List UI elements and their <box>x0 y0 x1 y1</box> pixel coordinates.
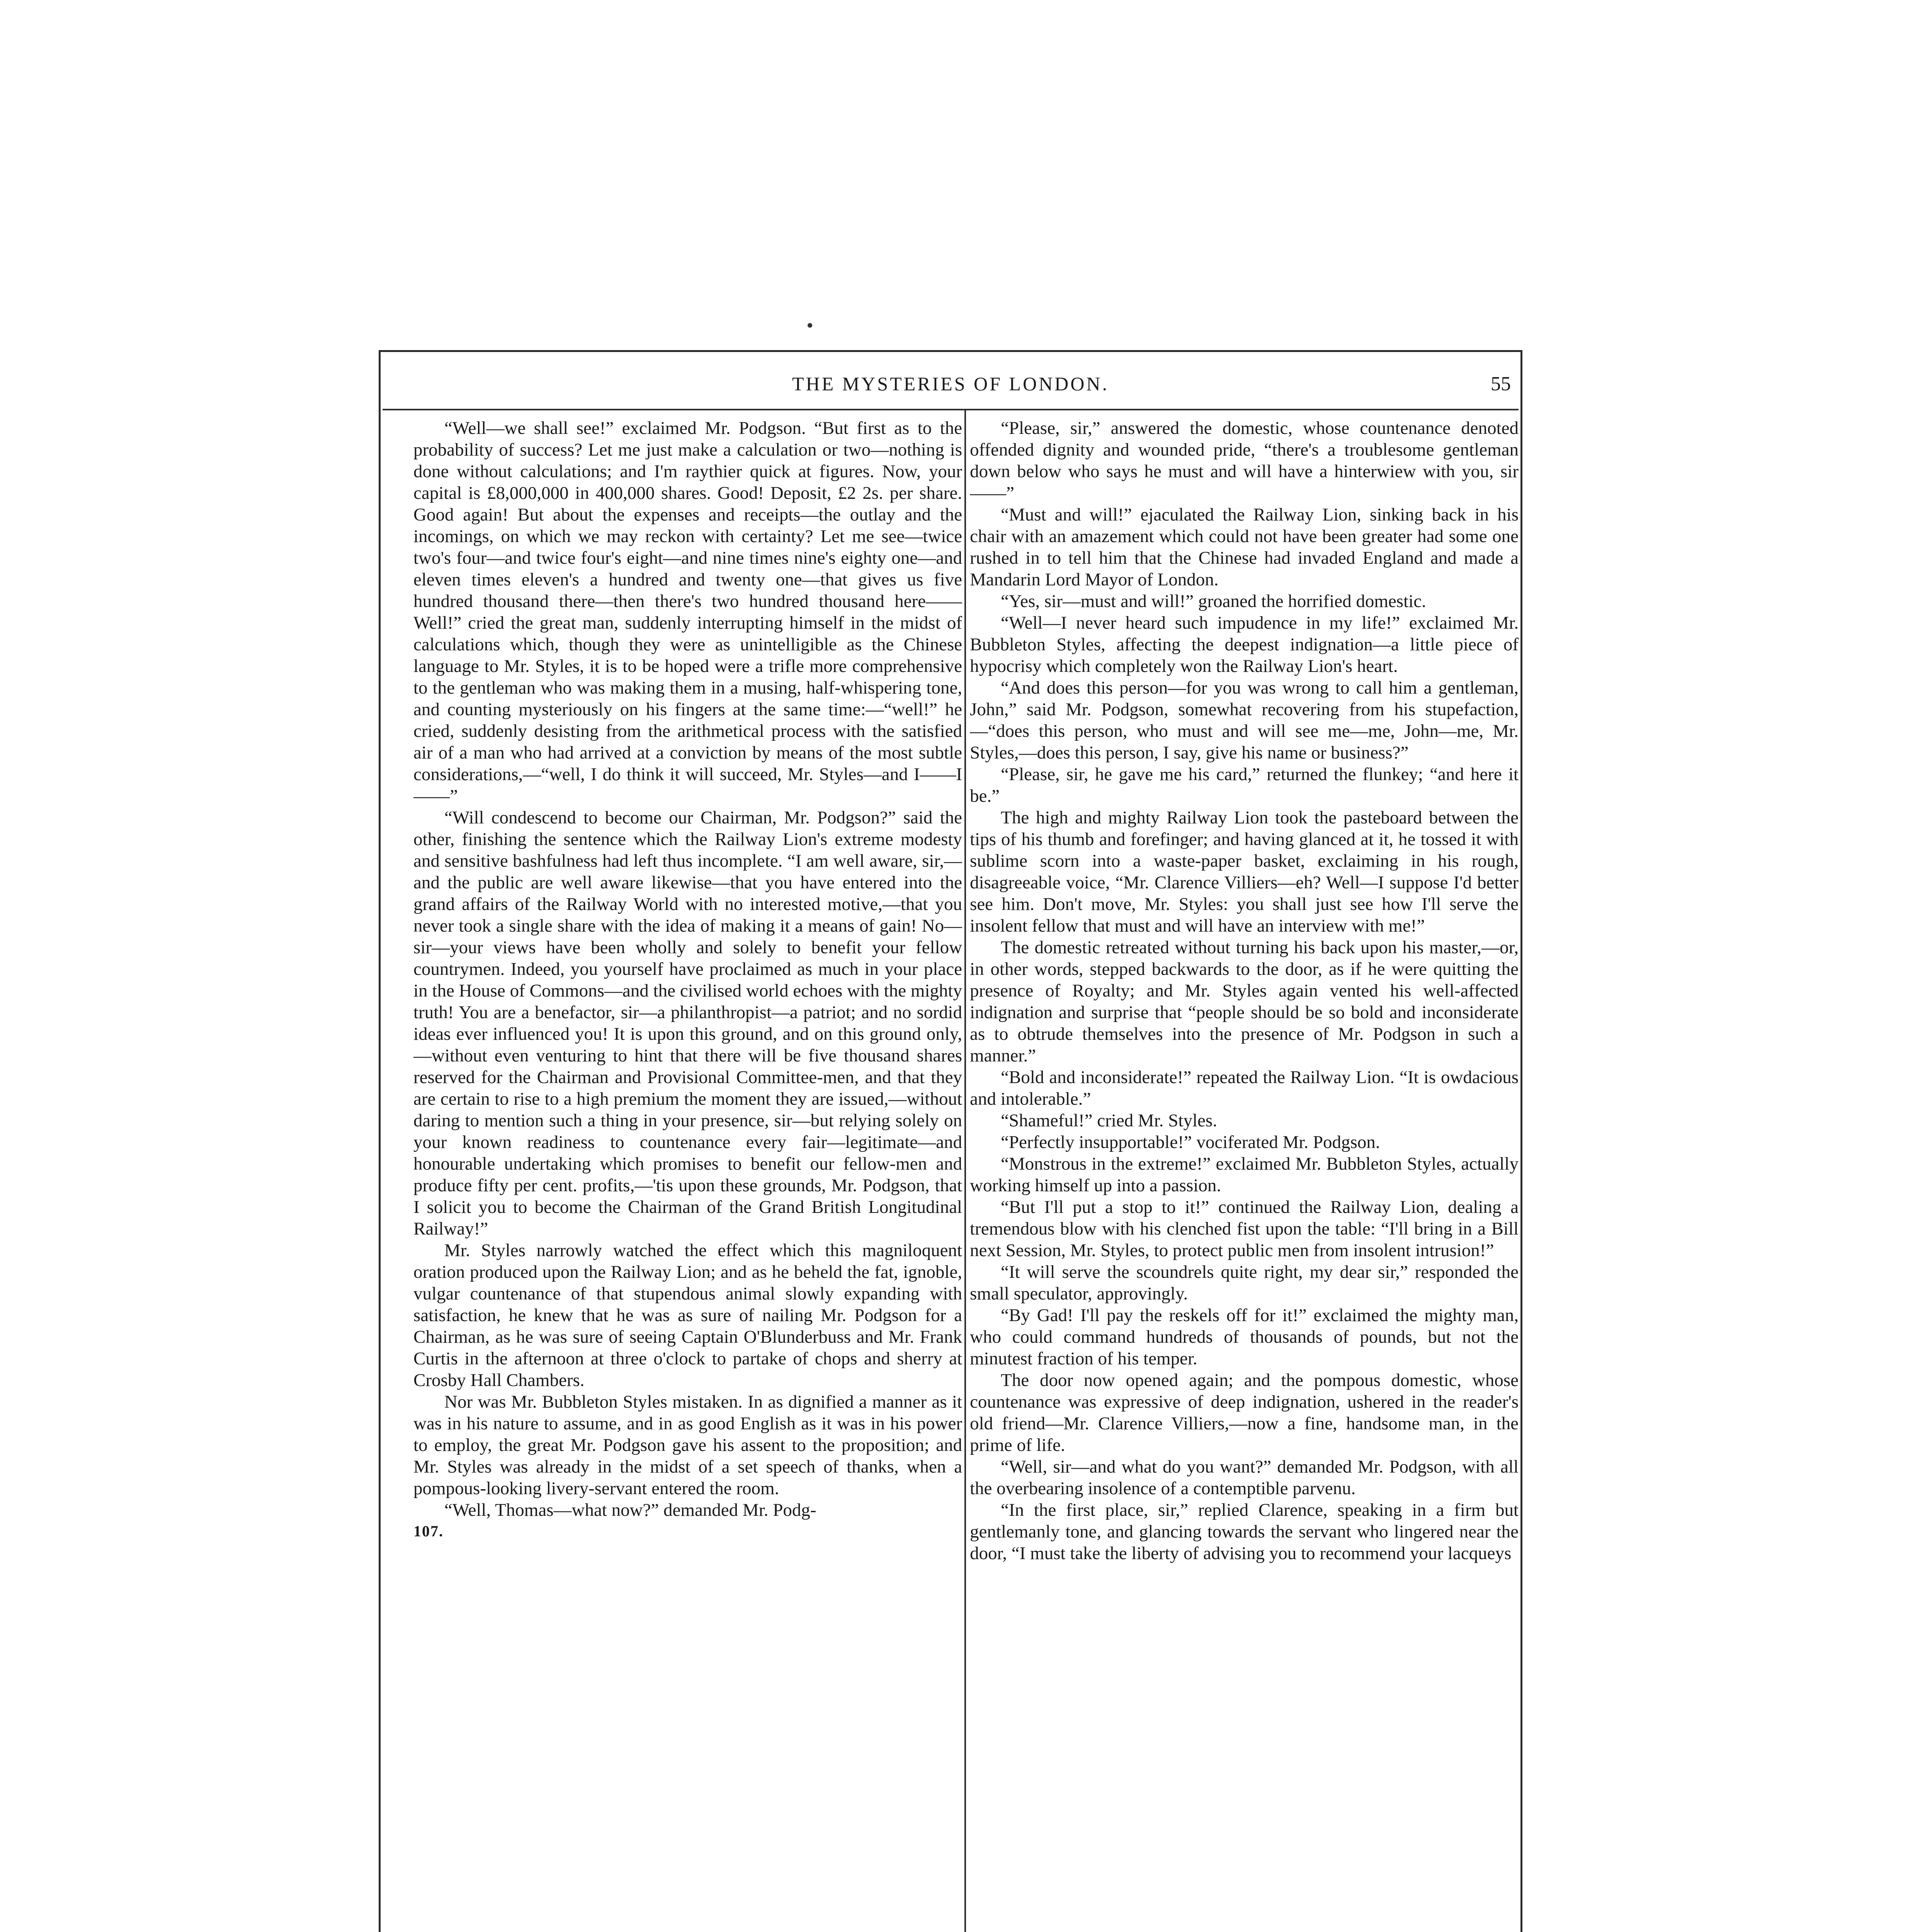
paragraph: “Well—I never heard such impudence in my life!” exclaimed Mr. Bubbleton Styles, affecting the deepest indignation—a little piece of hypocrisy which completely won the Railway Lion's heart. <box>970 613 1519 676</box>
paragraph: The high and mighty Railway Lion took the pasteboard between the tips of his thumb and forefinger; and having glanced at it, he tossed it with sublime scorn into a waste-paper basket, exclaiming in his rough, disagreeable voice, “Mr. Clarence Villiers—eh? Well—I suppose I'd better see him. Don't move, Mr. Styles: you shall just see how I'll serve the insolent fellow that must and will have an interview with me!” <box>970 808 1519 936</box>
paragraph: Nor was Mr. Bubbleton Styles mistaken. In as dignified a manner as it was in his nature to assume, and in as good English as it was in his power to employ, the great Mr. Podgson gave his assent to the proposition; and Mr. Styles was already in the midst of a set speech of thanks, when a pompous-looking livery-servant entered the room. <box>413 1392 962 1498</box>
paragraph: “Please, sir,” answered the domestic, whose countenance denoted offended dignity and wounded pride, “there's a troublesome gentleman down below who says he must and will have a hinterwiew with you, sir——” <box>970 418 1519 503</box>
paragraph: “Well, sir—and what do you want?” demanded Mr. Podgson, with all the overbearing insolence of a contemptible parvenu. <box>970 1457 1519 1498</box>
running-title: THE MYSTERIES OF LONDON. <box>792 373 1109 395</box>
paragraph: “And does this person—for you was wrong to call him a gentleman, John,” said Mr. Podgson, somewhat recovering from his stupefaction,—“does this person, who must and will see me—me, John—me, Mr. Styles,—does this person, I say, give his name or business?” <box>970 678 1519 763</box>
paragraph: “By Gad! I'll pay the reskels off for it!” exclaimed the mighty man, who could command hundreds of thousands of pounds, but not the minutest fraction of his temper. <box>970 1305 1519 1369</box>
paragraph: “Yes, sir—must and will!” groaned the horrified domestic. <box>1001 591 1426 611</box>
column-divider <box>964 410 966 1932</box>
paragraph: “Bold and inconsiderate!” repeated the Railway Lion. “It is owdacious and intolerable.” <box>970 1067 1519 1109</box>
paragraph: “In the first place, sir,” replied Clarence, speaking in a firm but gentlemanly tone, and glancing towards the servant who lingered near the door, “I must take the liberty of advising you to recommend your lacqueys <box>970 1500 1519 1563</box>
left-column <box>413 417 962 1932</box>
paragraph: “Well—we shall see!” exclaimed Mr. Podgson. “But first as to the probability of success? Let me just make a calculation or two—nothing is done without calculations; and I'm raythier quick at figures. Now, your capital is £8,000,000 in 400,000 shares. Good! Deposit, £2 2s. per share. Good again! But about the expenses and receipts—the outlay and the incomings, on which we may reckon with certainty? Let me see—twice two's four—and twice four's eight—and nine times nine's eighty one—and eleven times eleven's a hundred and twenty one—that gives us five hundred thousand there—then there's two hundred thousand here——Well!” cried the great man, suddenly interrupting himself in the midst of calculations which, though they were as unintelligible as the Chinese language to Mr. Styles, it is to be hoped were a trifle more comprehensive to the gentleman who was making them in a musing, half-whispering tone, and counting mysteriously on his fingers at the same time:—“well!” he cried, suddenly desisting from the arithmetical process with the satisfied air of a man who had arrived at a conviction by means of the most subtle considerations,—“well, I do think it will succeed, Mr. Styles—and I——I ——” <box>413 418 962 806</box>
paragraph: “But I'll put a stop to it!” continued the Railway Lion, dealing a tremendous blow with his clenched fist upon the table: “I'll bring in a Bill next Session, Mr. Styles, to protect public men from insolent intrusion!” <box>970 1197 1519 1260</box>
paragraph: The domestic retreated without turning his back upon his master,—or, in other words, stepped backwards to the door, as if he were quitting the presence of Royalty; and Mr. Styles again vented his well-affected indignation and surprise that “people should be so bold and inconsiderate as to obtrude themselves into the presence of Mr. Podgson in such a manner.” <box>970 937 1519 1066</box>
ink-speck <box>808 323 812 328</box>
paragraph: The door now opened again; and the pompous domestic, whose countenance was expressive of deep indignation, ushered in the reader's old friend—Mr. Clarence Villiers,—now a fine, handsome man, in the prime of life. <box>970 1370 1519 1455</box>
paragraph: “Perfectly insupportable!” vociferated Mr. Podgson. <box>1001 1132 1380 1152</box>
running-head <box>390 371 1511 402</box>
paragraph: “Must and will!” ejaculated the Railway Lion, sinking back in his chair with an amazement which could not have been greater had some one rushed in to tell him that the Chinese had invaded England and made a Mandarin Lord Mayor of London. <box>970 505 1519 590</box>
paragraph: “Well, Thomas—what now?” demanded Mr. Podg- <box>444 1500 816 1520</box>
header-rule <box>383 409 1519 410</box>
paragraph: “It will serve the scoundrels quite right, my dear sir,” responded the small speculator, approvingly. <box>970 1262 1519 1304</box>
paragraph: “Will condescend to become our Chairman, Mr. Podgson?” said the other, finishing the sentence which the Railway Lion's extreme modesty and sensitive bashfulness had left thus incomplete. “I am well aware, sir,—and the public are well aware likewise—that you have entered into the grand affairs of the Railway World with no interested motive,—that you never took a single share with the idea of making it a means of gain! No—sir—your views have been wholly and solely to benefit your fellow countrymen. Indeed, you yourself have proclaimed as much in your place in the House of Commons—and the civilised world echoes with the mighty truth! You are a benefactor, sir—a philanthropist—a patriot; and no sordid ideas ever influenced you! It is upon this ground, and on this ground only,—without even venturing to hint that there will be five thousand shares reserved for the Chairman and Provisional Committee-men, and that they are certain to rise to a high premium the moment they are issued,—without daring to mention such a thing in your presence, sir—but relying solely on your known readiness to countenance every fair—legitimate—and honourable undertaking which promises to benefit our fellow-men and produce fifty per cent. profits,—'tis upon these grounds, Mr. Podgson, that I solicit you to become the Chairman of the Grand British Longitudinal Railway!” <box>413 808 962 1239</box>
page-number: 55 <box>1491 373 1511 395</box>
signature-mark: 107. <box>413 1522 444 1540</box>
paragraph: “Please, sir, he gave me his card,” returned the flunkey; “and here it be.” <box>970 764 1519 806</box>
paragraph: “Monstrous in the extreme!” exclaimed Mr. Bubbleton Styles, actually working himself up into a passion. <box>970 1154 1519 1196</box>
right-column <box>970 417 1519 1932</box>
paragraph: “Shameful!” cried Mr. Styles. <box>1001 1111 1217 1131</box>
paragraph: Mr. Styles narrowly watched the effect which this magniloquent oration produced upon the Railway Lion; and as he beheld the fat, ignoble, vulgar countenance of that stupendous animal slowly expanding with satisfaction, he knew that he was as sure of nailing Mr. Podgson for a Chairman, as he was sure of seeing Captain O'Blunderbuss and Mr. Frank Curtis in the afternoon at three o'clock to partake of chops and sherry at Crosby Hall Chambers. <box>413 1240 962 1390</box>
